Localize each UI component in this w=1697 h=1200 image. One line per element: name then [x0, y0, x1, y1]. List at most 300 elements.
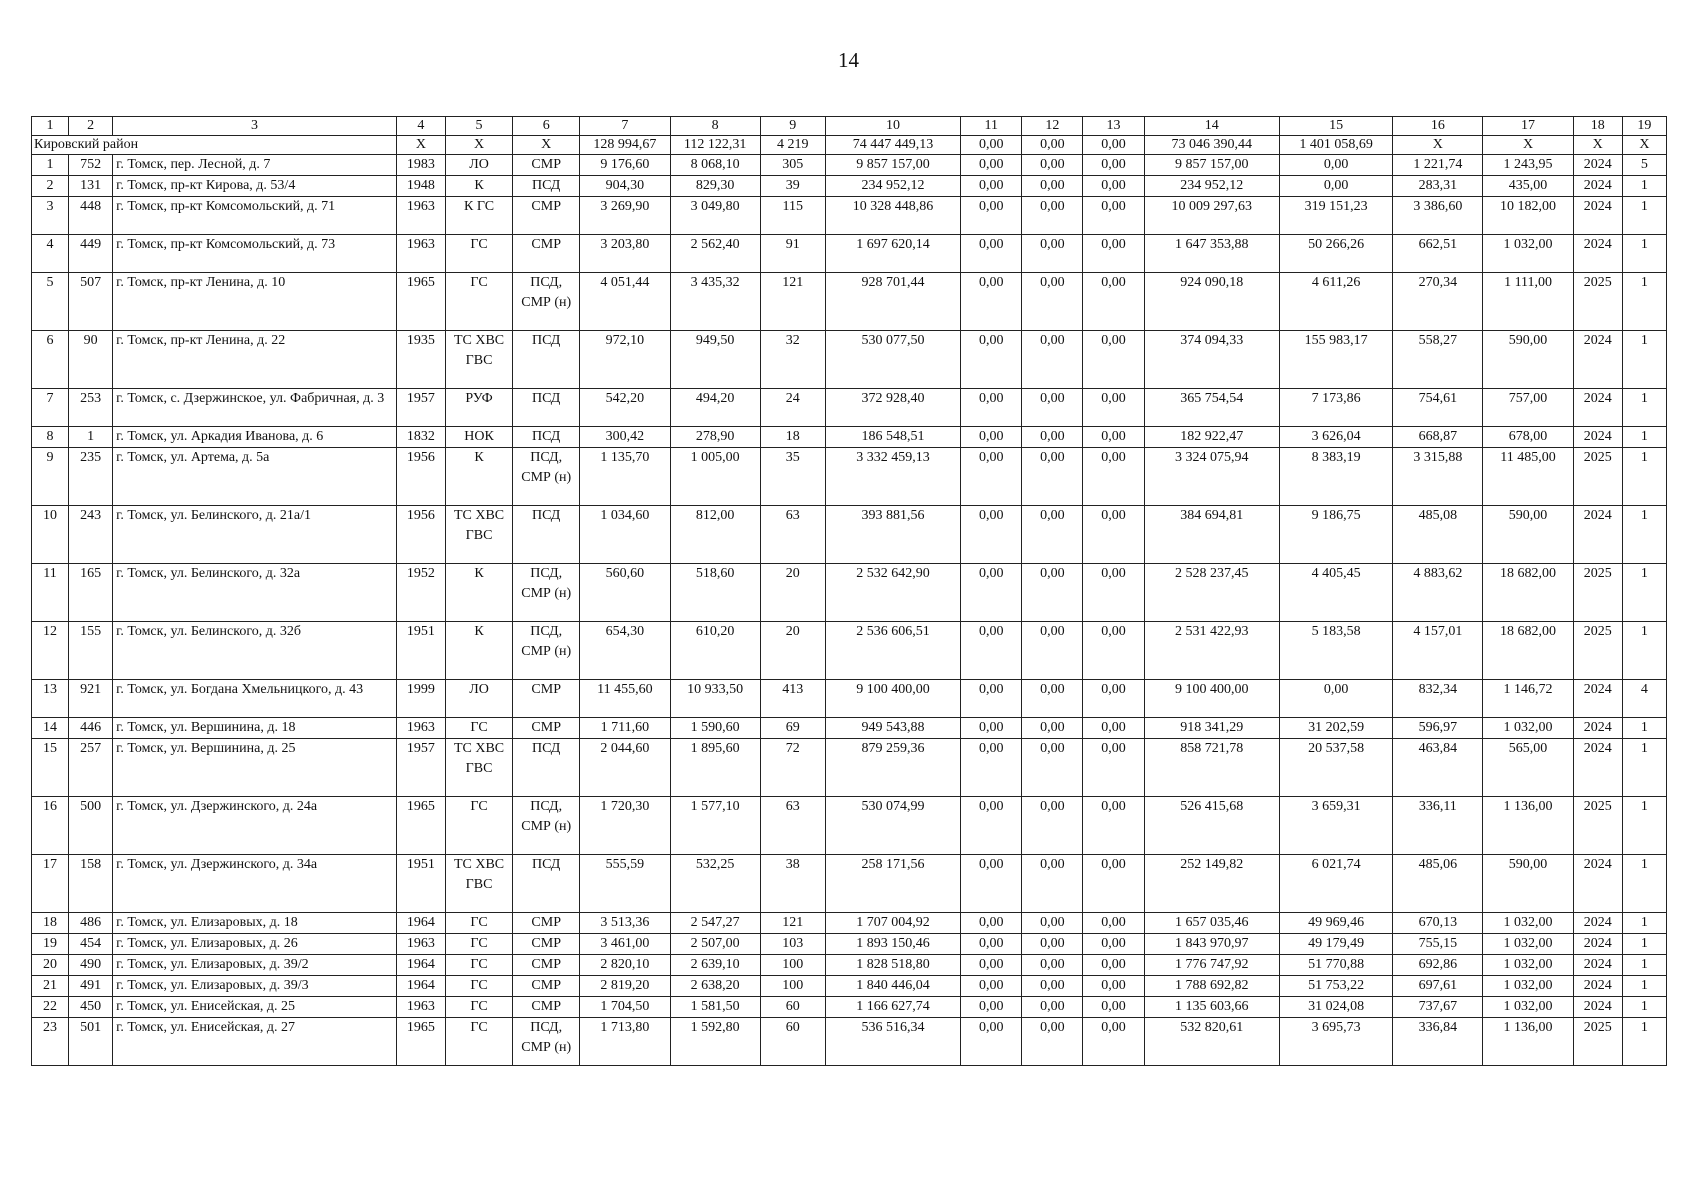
address-cell: г. Томск, ул. Елизаровых, д. 18 [113, 913, 397, 934]
table-cell: 2024 [1573, 913, 1622, 934]
address-cell: г. Томск, ул. Белинского, д. 21а/1 [113, 506, 397, 564]
table-cell: СМР [513, 934, 580, 955]
table-cell: 4 [32, 235, 69, 273]
table-row [32, 235, 1667, 273]
table-cell: 1 590,60 [670, 718, 760, 739]
table-row [32, 176, 1667, 197]
table-cell: 1 828 518,80 [825, 955, 960, 976]
table-cell: 0,00 [961, 197, 1022, 235]
table-cell: 0,00 [1279, 155, 1392, 176]
table-cell: 1964 [396, 976, 445, 997]
district-name: Кировский район [32, 136, 397, 155]
table-cell: 1 [1622, 506, 1666, 564]
column-number-cell: 9 [760, 117, 825, 136]
table-cell: 2025 [1573, 564, 1622, 622]
address-cell: г. Томск, пр-кт Кирова, д. 53/4 [113, 176, 397, 197]
table-cell: 0,00 [1022, 680, 1083, 718]
district-total-cell: 74 447 449,13 [825, 136, 960, 155]
table-cell: 0,00 [1022, 176, 1083, 197]
table-cell: 50 266,26 [1279, 235, 1392, 273]
table-cell: СМР [513, 976, 580, 997]
table-cell: 0,00 [961, 273, 1022, 331]
table-cell: 1 713,80 [580, 1018, 670, 1066]
table-cell: СМР [513, 955, 580, 976]
table-cell: 1 005,00 [670, 448, 760, 506]
table-cell: 20 [32, 955, 69, 976]
table-cell: 560,60 [580, 564, 670, 622]
table-cell: 1 [69, 427, 113, 448]
table-cell: 257 [69, 739, 113, 797]
table-cell: 31 024,08 [1279, 997, 1392, 1018]
table-cell: СМР [513, 155, 580, 176]
table-cell: 1 136,00 [1483, 1018, 1573, 1066]
table-cell: 69 [760, 718, 825, 739]
table-cell: 0,00 [961, 718, 1022, 739]
table-cell: 2 044,60 [580, 739, 670, 797]
table-cell: 234 952,12 [1144, 176, 1279, 197]
table-cell: 918 341,29 [1144, 718, 1279, 739]
table-cell: ПСД, СМР (н) [513, 1018, 580, 1066]
table-cell: 31 202,59 [1279, 718, 1392, 739]
table-cell: 49 969,46 [1279, 913, 1392, 934]
table-cell: 9 186,75 [1279, 506, 1392, 564]
table-cell: 2025 [1573, 1018, 1622, 1066]
table-cell: 928 701,44 [825, 273, 960, 331]
table-cell: 0,00 [961, 176, 1022, 197]
table-cell: ПСД, СМР (н) [513, 273, 580, 331]
table-cell: ПСД [513, 506, 580, 564]
table-cell: 72 [760, 739, 825, 797]
table-cell: 15 [32, 739, 69, 797]
address-cell: г. Томск, с. Дзержинское, ул. Фабричная, д. 3 [113, 389, 397, 427]
table-cell: 1 146,72 [1483, 680, 1573, 718]
table-cell: 530 077,50 [825, 331, 960, 389]
table-cell: 757,00 [1483, 389, 1573, 427]
table-cell: 1965 [396, 1018, 445, 1066]
table-cell: 501 [69, 1018, 113, 1066]
table-cell: 590,00 [1483, 855, 1573, 913]
table-cell: 336,11 [1393, 797, 1483, 855]
table-cell: 0,00 [1083, 176, 1144, 197]
table-row [32, 797, 1667, 855]
table-cell: 1 704,50 [580, 997, 670, 1018]
table-cell: 530 074,99 [825, 797, 960, 855]
district-total-cell: 128 994,67 [580, 136, 670, 155]
table-cell: 446 [69, 718, 113, 739]
table-row [32, 155, 1667, 176]
table-cell: 4 611,26 [1279, 273, 1392, 331]
table-cell: 253 [69, 389, 113, 427]
table-cell: 0,00 [961, 913, 1022, 934]
table-cell: 2024 [1573, 955, 1622, 976]
table-row [32, 955, 1667, 976]
table-cell: 23 [32, 1018, 69, 1066]
table-cell: 507 [69, 273, 113, 331]
table-cell: 0,00 [1083, 739, 1144, 797]
table-cell: 7 173,86 [1279, 389, 1392, 427]
table-cell: 590,00 [1483, 506, 1573, 564]
table-cell: ТС ХВС ГВС [445, 331, 512, 389]
register-table [31, 116, 1667, 1066]
table-cell: 1963 [396, 197, 445, 235]
table-cell: 1 [1622, 235, 1666, 273]
table-cell: 10 [32, 506, 69, 564]
table-cell: 0,00 [961, 739, 1022, 797]
table-row [32, 506, 1667, 564]
table-cell: 2 639,10 [670, 955, 760, 976]
table-cell: 1 [1622, 448, 1666, 506]
column-number-cell: 10 [825, 117, 960, 136]
table-cell: ГС [445, 797, 512, 855]
district-total-cell: 0,00 [1022, 136, 1083, 155]
table-cell: 0,00 [1083, 273, 1144, 331]
table-cell: ПСД [513, 855, 580, 913]
table-cell: 565,00 [1483, 739, 1573, 797]
address-cell: г. Томск, ул. Енисейская, д. 25 [113, 997, 397, 1018]
table-cell: 0,00 [961, 427, 1022, 448]
table-cell: 1956 [396, 506, 445, 564]
table-cell: 9 857 157,00 [825, 155, 960, 176]
table-cell: 0,00 [1022, 718, 1083, 739]
table-cell: 2024 [1573, 427, 1622, 448]
table-row [32, 934, 1667, 955]
table-row [32, 739, 1667, 797]
table-cell: 16 [32, 797, 69, 855]
table-row [32, 197, 1667, 235]
table-cell: 39 [760, 176, 825, 197]
table-cell: К ГС [445, 197, 512, 235]
table-cell: 1951 [396, 855, 445, 913]
table-cell: 3 [32, 197, 69, 235]
table-row [32, 389, 1667, 427]
address-cell: г. Томск, ул. Вершинина, д. 25 [113, 739, 397, 797]
district-total-cell: 73 046 390,44 [1144, 136, 1279, 155]
table-cell: 305 [760, 155, 825, 176]
table-row [32, 427, 1667, 448]
address-cell: г. Томск, пр-кт Ленина, д. 22 [113, 331, 397, 389]
table-cell: 500 [69, 797, 113, 855]
district-total-cell: 0,00 [1083, 136, 1144, 155]
table-cell: 4 157,01 [1393, 622, 1483, 680]
table-cell: 485,08 [1393, 506, 1483, 564]
table-row [32, 913, 1667, 934]
table-cell: 1952 [396, 564, 445, 622]
address-cell: г. Томск, ул. Богдана Хмельницкого, д. 43 [113, 680, 397, 718]
address-cell: г. Томск, пр-кт Комсомольский, д. 71 [113, 197, 397, 235]
table-row [32, 1018, 1667, 1066]
table-cell: 1 895,60 [670, 739, 760, 797]
table-cell: 668,87 [1393, 427, 1483, 448]
table-cell: 2024 [1573, 997, 1622, 1018]
table-cell: 0,00 [1083, 976, 1144, 997]
table-cell: 2 638,20 [670, 976, 760, 997]
table-cell: 1964 [396, 955, 445, 976]
column-number-cell: 16 [1393, 117, 1483, 136]
table-cell: 0,00 [961, 155, 1022, 176]
table-cell: 234 952,12 [825, 176, 960, 197]
table-cell: 1 [1622, 197, 1666, 235]
table-cell: 2 528 237,45 [1144, 564, 1279, 622]
table-cell: 1 [1622, 273, 1666, 331]
page-number: 14 [838, 48, 859, 72]
table-cell: 0,00 [961, 1018, 1022, 1066]
table-cell: 0,00 [961, 235, 1022, 273]
table-cell: 812,00 [670, 506, 760, 564]
address-cell: г. Томск, пр-кт Ленина, д. 10 [113, 273, 397, 331]
table-cell: 4 883,62 [1393, 564, 1483, 622]
table-cell: 2024 [1573, 389, 1622, 427]
table-cell: 11 [32, 564, 69, 622]
table-cell: ПСД, СМР (н) [513, 564, 580, 622]
table-cell: 0,00 [1083, 564, 1144, 622]
table-cell: 10 009 297,63 [1144, 197, 1279, 235]
table-cell: 0,00 [1022, 622, 1083, 680]
address-cell: г. Томск, пр-кт Комсомольский, д. 73 [113, 235, 397, 273]
table-cell: 1 [1622, 934, 1666, 955]
table-cell: ПСД, СМР (н) [513, 797, 580, 855]
table-cell: 590,00 [1483, 331, 1573, 389]
address-cell: г. Томск, ул. Аркадия Иванова, д. 6 [113, 427, 397, 448]
table-cell: 4 405,45 [1279, 564, 1392, 622]
table-cell: 3 203,80 [580, 235, 670, 273]
table-cell: 829,30 [670, 176, 760, 197]
table-cell: 879 259,36 [825, 739, 960, 797]
table-cell: 1 221,74 [1393, 155, 1483, 176]
table-cell: 3 461,00 [580, 934, 670, 955]
table-cell: 0,00 [1083, 855, 1144, 913]
table-cell: 4 051,44 [580, 273, 670, 331]
table-cell: СМР [513, 680, 580, 718]
district-total-cell: 112 122,31 [670, 136, 760, 155]
table-cell: 904,30 [580, 176, 670, 197]
column-number-cell: 2 [69, 117, 113, 136]
table-row [32, 331, 1667, 389]
table-cell: 2025 [1573, 622, 1622, 680]
table-cell: 1 [32, 155, 69, 176]
table-cell: 336,84 [1393, 1018, 1483, 1066]
table-cell: ГС [445, 913, 512, 934]
table-cell: 14 [32, 718, 69, 739]
table-cell: 921 [69, 680, 113, 718]
table-cell: 5 183,58 [1279, 622, 1392, 680]
table-cell: 1964 [396, 913, 445, 934]
table-cell: 0,00 [961, 331, 1022, 389]
table-cell: 0,00 [1022, 997, 1083, 1018]
table-cell: 60 [760, 997, 825, 1018]
table-cell: 278,90 [670, 427, 760, 448]
table-cell: 0,00 [1083, 622, 1144, 680]
table-row [32, 680, 1667, 718]
table-cell: 485,06 [1393, 855, 1483, 913]
table-cell: 0,00 [1022, 389, 1083, 427]
table-cell: ПСД [513, 389, 580, 427]
table-cell: 755,15 [1393, 934, 1483, 955]
table-cell: 0,00 [1083, 955, 1144, 976]
table-cell: ГС [445, 1018, 512, 1066]
table-cell: 1 [1622, 739, 1666, 797]
table-cell: 11 485,00 [1483, 448, 1573, 506]
table-cell: 3 049,80 [670, 197, 760, 235]
district-total-cell: Х [513, 136, 580, 155]
table-cell: 1 840 446,04 [825, 976, 960, 997]
table-cell: 1 [1622, 797, 1666, 855]
table-cell: 100 [760, 955, 825, 976]
table-cell: 0,00 [961, 997, 1022, 1018]
table-cell: НОК [445, 427, 512, 448]
table-cell: 8 068,10 [670, 155, 760, 176]
table-cell: 754,61 [1393, 389, 1483, 427]
table-cell: 0,00 [961, 955, 1022, 976]
column-number-cell: 8 [670, 117, 760, 136]
table-cell: 0,00 [1022, 197, 1083, 235]
table-cell: 448 [69, 197, 113, 235]
table-row [32, 997, 1667, 1018]
table-cell: 1 [1622, 564, 1666, 622]
table-cell: 258 171,56 [825, 855, 960, 913]
table-cell: 2 820,10 [580, 955, 670, 976]
table-cell: 532 820,61 [1144, 1018, 1279, 1066]
table-cell: 1 032,00 [1483, 718, 1573, 739]
table-cell: 450 [69, 997, 113, 1018]
table-cell: 558,27 [1393, 331, 1483, 389]
table-cell: 1 032,00 [1483, 934, 1573, 955]
table-cell: 0,00 [1022, 427, 1083, 448]
table-cell: 1 136,00 [1483, 797, 1573, 855]
table-cell: 413 [760, 680, 825, 718]
table-cell: 2 819,20 [580, 976, 670, 997]
table-cell: 1 [1622, 176, 1666, 197]
table-cell: 2 531 422,93 [1144, 622, 1279, 680]
table-cell: 490 [69, 955, 113, 976]
table-cell: СМР [513, 997, 580, 1018]
table-cell: 0,00 [1279, 176, 1392, 197]
table-cell: 0,00 [1022, 506, 1083, 564]
table-cell: 1 [1622, 331, 1666, 389]
table-cell: 155 983,17 [1279, 331, 1392, 389]
address-cell: г. Томск, ул. Артема, д. 5а [113, 448, 397, 506]
table-cell: 463,84 [1393, 739, 1483, 797]
table-cell: 697,61 [1393, 976, 1483, 997]
table-cell: 924 090,18 [1144, 273, 1279, 331]
table-cell: К [445, 448, 512, 506]
table-cell: 49 179,49 [1279, 934, 1392, 955]
table-cell: СМР [513, 718, 580, 739]
table-cell: 1965 [396, 273, 445, 331]
table-cell: 1 [1622, 955, 1666, 976]
table-cell: 51 770,88 [1279, 955, 1392, 976]
column-number-cell: 4 [396, 117, 445, 136]
table-cell: 435,00 [1483, 176, 1573, 197]
table-cell: 1 243,95 [1483, 155, 1573, 176]
table-cell: 0,00 [961, 934, 1022, 955]
table-cell: 1 697 620,14 [825, 235, 960, 273]
table-cell: 0,00 [1083, 718, 1144, 739]
table-cell: 1 032,00 [1483, 235, 1573, 273]
table-cell: 858 721,78 [1144, 739, 1279, 797]
table-cell: СМР [513, 235, 580, 273]
table-cell: 10 328 448,86 [825, 197, 960, 235]
table-cell: 283,31 [1393, 176, 1483, 197]
table-cell: 0,00 [1022, 913, 1083, 934]
table-cell: 1963 [396, 718, 445, 739]
table-cell: 1965 [396, 797, 445, 855]
table-cell: 18 [32, 913, 69, 934]
column-number-cell: 17 [1483, 117, 1573, 136]
column-number-cell: 12 [1022, 117, 1083, 136]
table-cell: 1 [1622, 622, 1666, 680]
table-cell: 0,00 [961, 622, 1022, 680]
table-cell: 3 269,90 [580, 197, 670, 235]
table-cell: 5 [32, 273, 69, 331]
table-cell: 1 [1622, 389, 1666, 427]
table-cell: 9 176,60 [580, 155, 670, 176]
table-cell: 374 094,33 [1144, 331, 1279, 389]
table-cell: 555,59 [580, 855, 670, 913]
table-cell: 494,20 [670, 389, 760, 427]
table-row [32, 564, 1667, 622]
table-cell: 63 [760, 797, 825, 855]
table-cell: 0,00 [1022, 855, 1083, 913]
table-cell: 1 [1622, 976, 1666, 997]
table-cell: 2024 [1573, 718, 1622, 739]
table-cell: ПСД, СМР (н) [513, 448, 580, 506]
district-total-cell: Х [1573, 136, 1622, 155]
table-cell: 1956 [396, 448, 445, 506]
table-cell: 20 [760, 564, 825, 622]
table-cell: 90 [69, 331, 113, 389]
table-cell: 1 [1622, 997, 1666, 1018]
table-cell: 5 [1622, 155, 1666, 176]
table-cell: 60 [760, 1018, 825, 1066]
table-cell: 270,34 [1393, 273, 1483, 331]
table-cell: 6 021,74 [1279, 855, 1392, 913]
table-cell: 518,60 [670, 564, 760, 622]
district-row [32, 136, 1667, 155]
table-cell: 8 [32, 427, 69, 448]
table-cell: ГС [445, 997, 512, 1018]
table-cell: 300,42 [580, 427, 670, 448]
table-cell: 2024 [1573, 976, 1622, 997]
table-cell: 1 647 353,88 [1144, 235, 1279, 273]
table-cell: 2 [32, 176, 69, 197]
table-cell: 12 [32, 622, 69, 680]
table-cell: 0,00 [961, 976, 1022, 997]
table-cell: 486 [69, 913, 113, 934]
table-cell: 1957 [396, 739, 445, 797]
column-number-cell: 19 [1622, 117, 1666, 136]
table-cell: 0,00 [1083, 155, 1144, 176]
table-cell: 1 843 970,97 [1144, 934, 1279, 955]
table-cell: 18 682,00 [1483, 622, 1573, 680]
table-cell: 678,00 [1483, 427, 1573, 448]
table-cell: 0,00 [1083, 389, 1144, 427]
table-cell: 3 324 075,94 [1144, 448, 1279, 506]
table-cell: 1 135 603,66 [1144, 997, 1279, 1018]
table-cell: 18 682,00 [1483, 564, 1573, 622]
table-cell: 9 100 400,00 [1144, 680, 1279, 718]
table-cell: 7 [32, 389, 69, 427]
table-cell: 10 933,50 [670, 680, 760, 718]
table-cell: 1951 [396, 622, 445, 680]
table-cell: 1 [1622, 855, 1666, 913]
column-number-cell: 3 [113, 117, 397, 136]
table-cell: ПСД [513, 331, 580, 389]
column-number-cell: 11 [961, 117, 1022, 136]
table-cell: 8 383,19 [1279, 448, 1392, 506]
table-cell: 0,00 [1022, 739, 1083, 797]
table-cell: 1 166 627,74 [825, 997, 960, 1018]
district-total-cell: Х [1393, 136, 1483, 155]
